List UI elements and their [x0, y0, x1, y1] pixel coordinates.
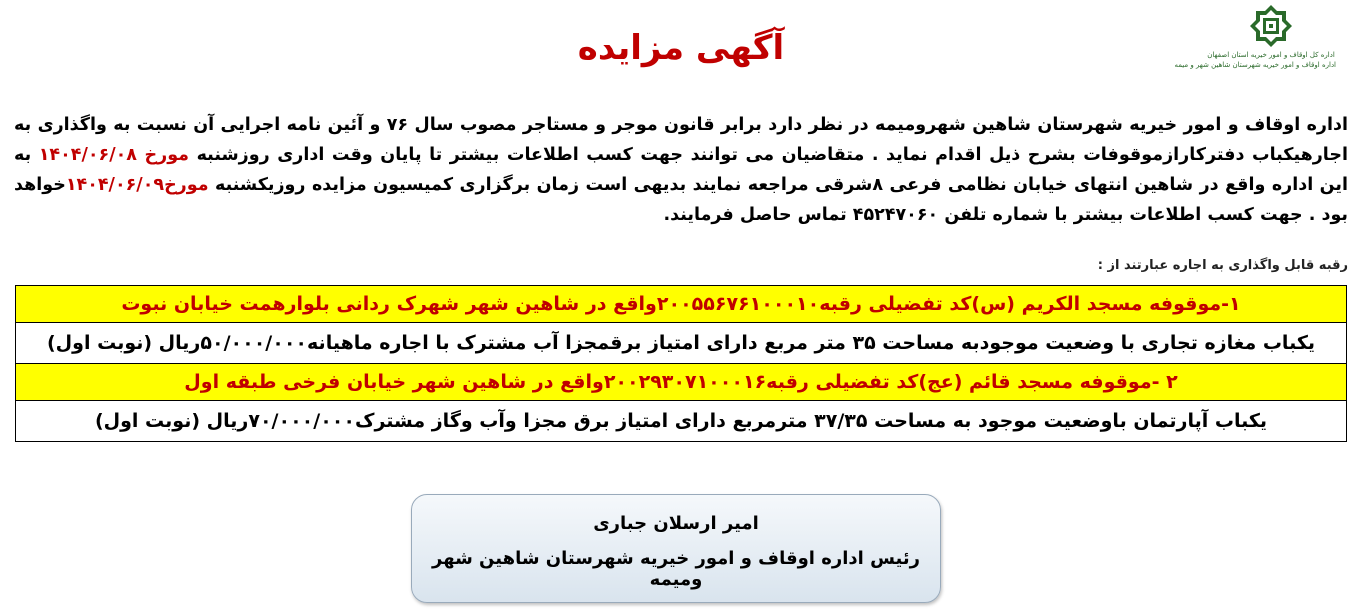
body-part-1: اداره اوقاف و امور خیریه شهرستان شاهین شهرومیمه در نظر دارد برابر قانون موجر و مستاجر مصوب سال ۷۶ و آئین نامه اجرایی آن نسبت به واگذاری به اجارهیکباب دفترکارازموقوفات بشرح ذیل اقدام نماید . متقاضیان می توانند جهت کسب اطلاعات بیشتر تا پایان وقت اداری روزشنبه	[14, 115, 1348, 165]
item-2-heading: ۲ -موقوفه مسجد قائم (عج)کد تفضیلی رقبه۲۰۰۲۹۳۰۷۱۰۰۰۱۶واقع در شاهین شهر خیابان فرخی طبقه اول	[16, 364, 1347, 401]
table-row	[16, 401, 1347, 442]
body-part-3: خواهد بود . جهت کسب اطلاعات بیشتر با شماره تلفن ۴۵۲۴۷۰۶۰ تماس حاصل فرمایند.	[14, 175, 1348, 225]
item-2-description: یکباب آپارتمان باوضعیت موجود به مساحت ۳۷/۳۵ مترمربع دارای امتیاز برق مجزا وآب وگاز مشترک۷۰/۰۰۰/۰۰۰ریال (نوبت اول)	[16, 401, 1347, 442]
signatory-name: امیر ارسلان جباری	[593, 513, 759, 534]
page-title: آگهی مزایده	[577, 28, 785, 68]
table-row	[16, 364, 1347, 401]
logo-line-1: اداره کل اوقاف و امور خیریه استان اصفهان	[1207, 51, 1335, 59]
table-row	[16, 286, 1347, 323]
logo-line-2: اداره اوقاف و امور خیریه شهرستان شاهین شهر و میمه	[1174, 61, 1336, 69]
signatory-title: رئیس اداره اوقاف و امور خیریه شهرستان شاهین شهر ومیمه	[432, 548, 920, 590]
table-row	[16, 323, 1347, 364]
notice-body	[14, 110, 1348, 230]
commission-date: مورخ۱۴۰۴/۰۶/۰۹	[65, 175, 209, 195]
signature-box	[411, 494, 941, 603]
properties-table	[15, 285, 1347, 442]
item-1-heading: ۱-موقوفه مسجد الکریم (س)کد تفضیلی رقبه۲۰۰۵۵۶۷۶۱۰۰۰۱۰واقع در شاهین شهر شهرک ردانی بلوارهمت خیابان نبوت	[16, 286, 1347, 323]
items-caption: رقبه قابل واگذاری به اجاره عبارتند از :	[1097, 258, 1348, 273]
deadline-date: مورخ ۱۴۰۴/۰۶/۰۸	[38, 145, 190, 165]
item-1-description: یکباب مغازه تجاری با وضعیت موجودبه مساحت ۳۵ متر مربع دارای امتیاز برقمجزا آب مشترک با اجاره ماهیانه۵۰/۰۰۰/۰۰۰ریال (نوبت اول)	[16, 323, 1347, 364]
body-part-2: به این اداره واقع در شاهین انتهای خیابان نظامی فرعی ۸شرقی مراجعه نمایند بدیهی است زمان برگزاری کمیسیون مزایده روزیکشنبه	[14, 145, 1348, 195]
